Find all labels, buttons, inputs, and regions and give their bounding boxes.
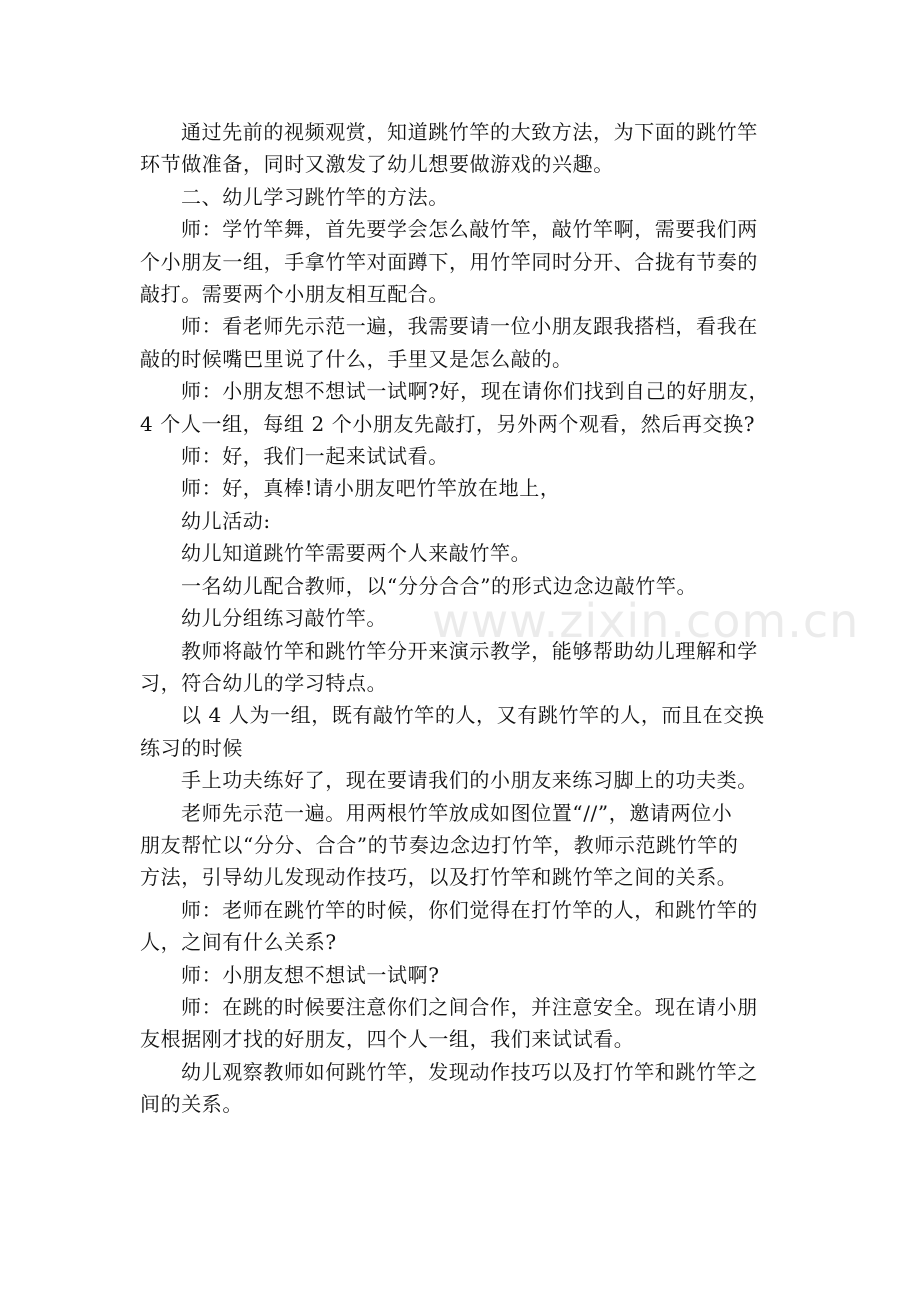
watermark: www.zixin.com.cn	[432, 594, 860, 648]
paragraph-line: 环节做准备，同时又激发了幼儿想要做游戏的兴趣。	[140, 152, 614, 177]
paragraph-line: 4 个人一组，每组 2 个小朋友先敲打，另外两个观看，然后再交换?	[140, 411, 756, 436]
paragraph-line: 师：老师在跳竹竿的时候，你们觉得在打竹竿的人，和跳竹竿的	[181, 897, 758, 922]
paragraph	[140, 440, 792, 472]
paragraph	[140, 635, 792, 700]
paragraph-line: 习，符合幼儿的学习特点。	[140, 670, 388, 695]
paragraph-line: 敲的时候嘴巴里说了什么，手里又是怎么敲的。	[140, 346, 573, 371]
paragraph	[140, 894, 792, 959]
document-body	[140, 116, 792, 1121]
paragraph-line: 间的关系。	[140, 1092, 243, 1117]
paragraph-line: 二、幼儿学习跳竹竿的方法。	[181, 184, 449, 209]
paragraph-line: 老师先示范一遍。用两根竹竿放成如图位置“//”，邀请两位小	[181, 800, 733, 825]
paragraph-line: 师：好，我们一起来试试看。	[181, 444, 449, 469]
paragraph-line: 师：好，真棒!请小朋友吧竹竿放在地上，	[181, 476, 561, 501]
paragraph-line: 朋友帮忙以“分分、合合”的节奏边念边打竹竿，教师示范跳竹竿的	[140, 832, 739, 857]
paragraph	[140, 375, 792, 440]
paragraph-line: 友根据刚才找的好朋友，四个人一组，我们来试试看。	[140, 1027, 635, 1052]
paragraph	[140, 959, 792, 991]
paragraph-line: 幼儿观察教师如何跳竹竿，发现动作技巧以及打竹竿和跳竹竿之	[181, 1059, 758, 1084]
paragraph-line: 以 4 人为一组，既有敲竹竿的人，又有跳竹竿的人，而且在交换	[181, 703, 765, 728]
paragraph	[140, 602, 792, 634]
paragraph	[140, 570, 792, 602]
paragraph	[140, 213, 792, 310]
paragraph-line: 教师将敲竹竿和跳竹竿分开来演示教学，能够帮助幼儿理解和学	[181, 638, 758, 663]
paragraph	[140, 537, 792, 569]
paragraph-line: 师：在跳的时候要注意你们之间合作，并注意安全。现在请小朋	[181, 994, 758, 1019]
paragraph	[140, 991, 792, 1056]
paragraph	[140, 797, 792, 894]
paragraph	[140, 699, 792, 764]
paragraph	[140, 472, 792, 504]
paragraph	[140, 505, 792, 537]
paragraph-line: 敲打。需要两个小朋友相互配合。	[140, 282, 449, 307]
paragraph-line: 方法，引导幼儿发现动作技巧，以及打竹竿和跳竹竿之间的关系。	[140, 865, 738, 890]
paragraph	[140, 181, 792, 213]
paragraph-line: 一名幼儿配合教师，以“分分合合”的形式边念边敲竹竿。	[181, 573, 698, 598]
paragraph-line: 手上功夫练好了，现在要请我们的小朋友来练习脚上的功夫类。	[181, 768, 758, 793]
paragraph-line: 幼儿分组练习敲竹竿。	[181, 606, 387, 631]
paragraph-line: 幼儿活动:	[181, 508, 271, 533]
paragraph	[140, 116, 792, 181]
paragraph-line: 人，之间有什么关系?	[140, 930, 337, 955]
paragraph-line: 幼儿知道跳竹竿需要两个人来敲竹竿。	[181, 541, 532, 566]
paragraph-line: 练习的时候	[140, 735, 243, 760]
paragraph-line: 个小朋友一组，手拿竹竿对面蹲下，用竹竿同时分开、合拢有节奏的	[140, 249, 758, 274]
paragraph-line: 师：看老师先示范一遍，我需要请一位小朋友跟我搭档，看我在	[181, 314, 758, 339]
paragraph	[140, 764, 792, 796]
paragraph-line: 师：小朋友想不想试一试啊?好，现在请你们找到自己的好朋友，	[181, 379, 770, 404]
paragraph-line: 师：学竹竿舞，首先要学会怎么敲竹竿，敲竹竿啊，需要我们两	[181, 217, 758, 242]
paragraph-line: 通过先前的视频观赏，知道跳竹竿的大致方法，为下面的跳竹竿	[181, 120, 758, 144]
paragraph-line: 师：小朋友想不想试一试啊?	[181, 962, 440, 987]
paragraph	[140, 310, 792, 375]
paragraph	[140, 1056, 792, 1121]
